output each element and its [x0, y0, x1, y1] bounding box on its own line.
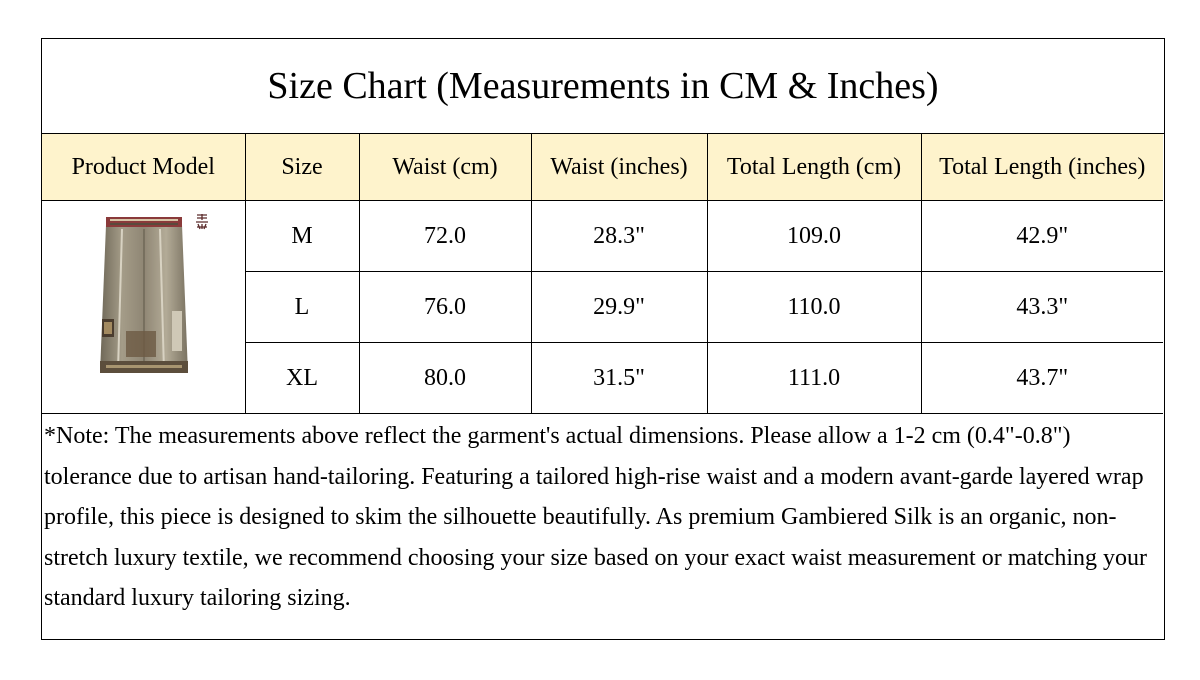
- product-model-cell: [42, 201, 245, 414]
- note-text: *Note: The measurements above reflect the garment's actual dimensions. Please allow a 1-2 cm (0.4"-0.8") tolerance due to artisan hand-tailoring. Featuring a tailored high-rise waist and a modern avant-garde layered wrap profile, this piece is designed to skim the silhouette beautifully. As premium Gambiered Silk is an organic, non-stretch luxury textile, we recommend choosing your size based on your exact waist measurement or matching your standard luxury tailoring sizing.: [44, 423, 1148, 611]
- length-cm-cell: 111.0: [707, 343, 921, 414]
- table-header-row: [42, 134, 1163, 201]
- header-product-model: Product Model: [42, 134, 245, 201]
- size-table: [42, 134, 1163, 414]
- skirt-product-image: [96, 211, 192, 379]
- waist-inches-cell: 31.5": [531, 343, 707, 414]
- length-inches-cell: 43.3": [921, 272, 1163, 343]
- header-length-inches: Total Length (inches): [921, 134, 1163, 201]
- size-chart-sheet: [41, 38, 1165, 640]
- size-cell: L: [245, 272, 359, 343]
- header-length-cm: Total Length (cm): [707, 134, 921, 201]
- header-waist-cm: Waist (cm): [359, 134, 531, 201]
- length-cm-cell: 110.0: [707, 272, 921, 343]
- length-cm-cell: 109.0: [707, 201, 921, 272]
- size-cell: XL: [245, 343, 359, 414]
- header-size: Size: [245, 134, 359, 201]
- brand-seal-icon: [194, 213, 210, 231]
- waist-inches-cell: 28.3": [531, 201, 707, 272]
- waist-cm-cell: 72.0: [359, 201, 531, 272]
- size-cell: M: [245, 201, 359, 272]
- header-waist-inches: Waist (inches): [531, 134, 707, 201]
- waist-cm-cell: 76.0: [359, 272, 531, 343]
- page-title: Size Chart (Measurements in CM & Inches): [42, 39, 1164, 134]
- table-row: [42, 201, 1163, 272]
- length-inches-cell: 42.9": [921, 201, 1163, 272]
- length-inches-cell: 43.7": [921, 343, 1163, 414]
- waist-inches-cell: 29.9": [531, 272, 707, 343]
- waist-cm-cell: 80.0: [359, 343, 531, 414]
